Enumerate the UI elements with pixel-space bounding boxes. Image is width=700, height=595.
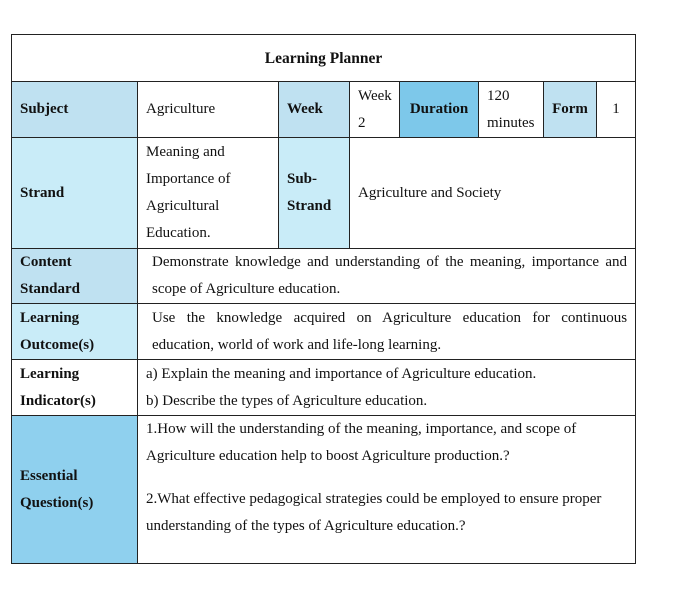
learning-indicator-row [12,360,636,416]
strand-line: Agricultural [146,198,220,214]
subject-row [12,82,636,138]
week-label: Week [279,82,350,138]
learning-indicator-item: b) Describe the types of Agriculture education. [146,392,428,409]
duration-label: Duration [400,82,479,138]
essential-questions-row [12,416,636,564]
strand-line: Education. [146,225,211,241]
learning-indicator-label-line-1: Learning [20,365,80,382]
learning-outcome-label-line-1: Learning [20,309,80,326]
duration-value-line-2: minutes [487,114,535,131]
learning-indicator-label-line-2: Indicator(s) [20,392,96,409]
form-label: Form [544,82,597,138]
learning-outcome-row [12,304,636,360]
week-value-line-2: 2 [358,114,366,131]
content-standard-text: Demonstrate knowledge and understanding of the meaning, importance and scope of Agriculture education. [138,249,636,304]
strand-label: Strand [12,138,138,249]
week-value-line-1: Week [358,87,392,104]
learning-outcome-label-line-2: Outcome(s) [20,336,95,353]
strand-row [12,138,636,249]
learning-planner-table [11,34,636,564]
content-standard-row [12,249,636,304]
substrand-label-line-1: Sub- [287,171,318,187]
duration-value-line-1: 120 [487,87,510,104]
subject-label: Subject [12,82,138,138]
week-value [350,82,400,138]
content-standard-label [12,249,138,304]
content-standard-label-line-2: Standard [20,281,81,297]
strand-line: Meaning and [146,144,225,160]
question-spacer [146,470,627,486]
learning-outcome-text: Use the knowledge acquired on Agriculture education for continuous education, world of work and life-long learning. [138,304,636,360]
learning-indicator-label [12,360,138,416]
essential-questions-label [12,416,138,564]
form-value: 1 [597,82,636,138]
strand-line: Importance of [146,171,231,187]
learning-indicator-list [138,360,636,416]
substrand-label-line-2: Strand [287,198,332,214]
essential-questions-text [138,416,636,564]
page-title: Learning Planner [12,35,636,82]
title-row [12,35,636,82]
learning-indicator-item: a) Explain the meaning and importance of Agriculture education. [146,365,537,382]
essential-question-2: 2.What effective pedagogical strategies could be employed to ensure proper understanding of the types of Agriculture education.? [146,491,602,534]
essential-questions-label-line-1: Essential [20,467,78,484]
essential-question-1: 1.How will the understanding of the meaning, importance, and scope of Agriculture education help to boost Agriculture production.? [146,421,577,464]
substrand-label [279,138,350,249]
subject-value: Agriculture [138,82,279,138]
substrand-value: Agriculture and Society [350,138,636,249]
duration-value [479,82,544,138]
essential-questions-label-line-2: Question(s) [20,494,94,511]
content-standard-label-line-1: Content [20,254,72,270]
strand-value [138,138,279,249]
learning-outcome-label [12,304,138,360]
